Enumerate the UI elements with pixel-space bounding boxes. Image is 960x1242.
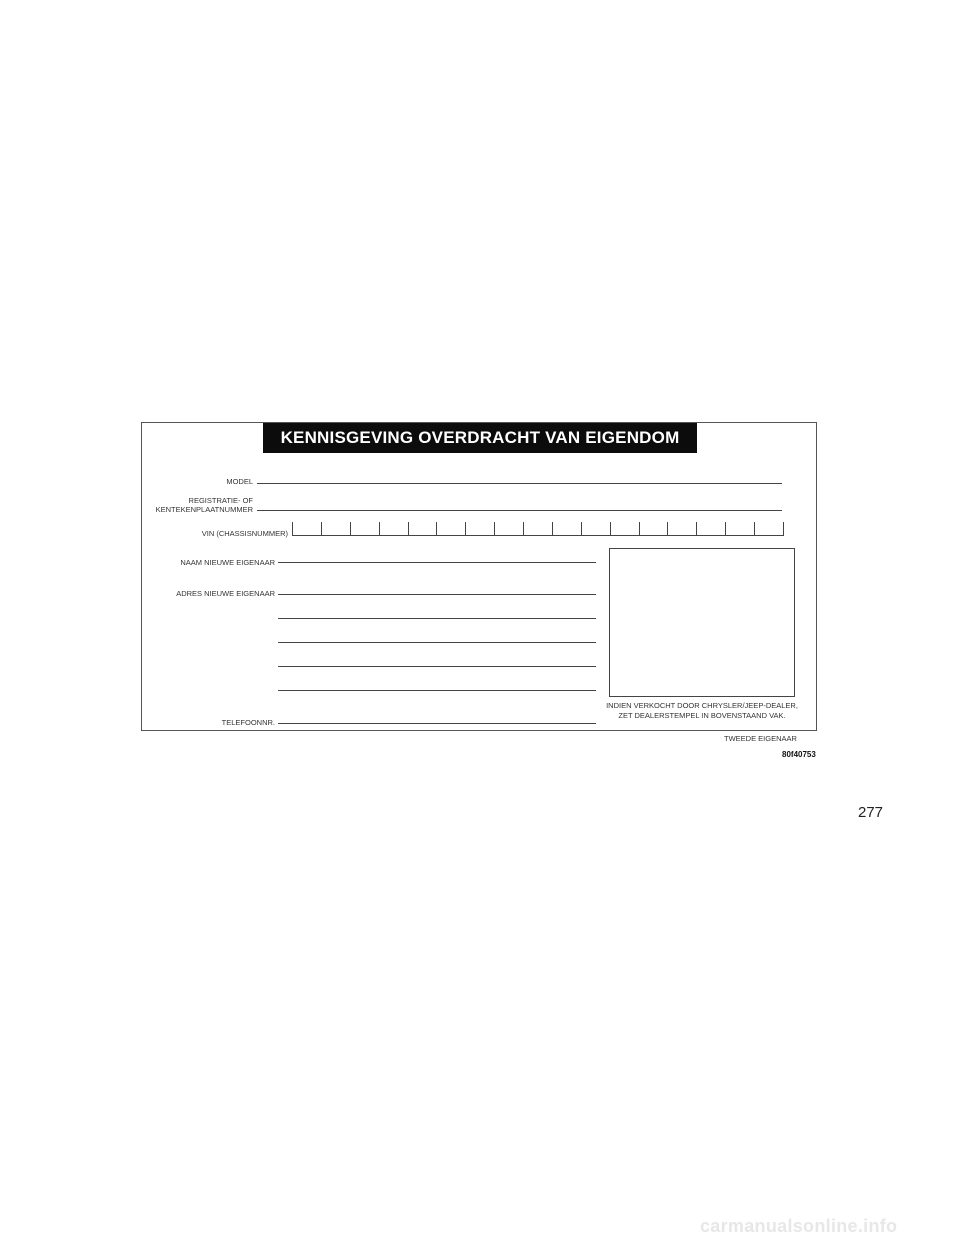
- page-number: 277: [858, 804, 884, 821]
- site-watermark: carmanualsonline.info: [700, 1216, 898, 1236]
- vin-box-divider: [379, 522, 380, 536]
- vin-box-divider: [725, 522, 726, 536]
- vin-label: VIN (CHASSISNUMMER): [201, 529, 288, 538]
- vin-box-divider: [350, 522, 351, 536]
- new-owner-name-label: NAAM NIEUWE EIGENAAR: [180, 558, 275, 567]
- vin-baseline: [292, 535, 784, 536]
- stamp-caption-line1: INDIEN VERKOCHT DOOR CHRYSLER/JEEP-DEALER,: [606, 701, 798, 710]
- new-owner-address-label: ADRES NIEUWE EIGENAAR: [176, 589, 275, 598]
- vin-box-divider: [465, 522, 466, 536]
- registration-field-line[interactable]: [257, 510, 782, 511]
- vin-box-divider: [667, 522, 668, 536]
- figure-id: 80f40753: [782, 750, 816, 759]
- address-field-line-3[interactable]: [278, 642, 596, 643]
- vin-box-divider: [696, 522, 697, 536]
- vin-box-divider: [610, 522, 611, 536]
- vin-box-divider: [494, 522, 495, 536]
- vin-box-divider: [552, 522, 553, 536]
- model-field-line[interactable]: [257, 483, 782, 484]
- vin-box-divider: [754, 522, 755, 536]
- address-field-line-5[interactable]: [278, 690, 596, 691]
- vin-box-divider: [292, 522, 293, 536]
- vin-box-divider: [523, 522, 524, 536]
- registration-label-line2: KENTEKENPLAATNUMMER: [155, 505, 253, 514]
- vin-box-divider: [639, 522, 640, 536]
- vin-box-divider: [783, 522, 784, 536]
- phone-field-line[interactable]: [278, 723, 596, 724]
- address-field-line-1[interactable]: [278, 594, 596, 595]
- registration-label-line1: REGISTRATIE- OF: [188, 496, 253, 505]
- form-title: KENNISGEVING OVERDRACHT VAN EIGENDOM: [263, 423, 697, 453]
- address-field-line-4[interactable]: [278, 666, 596, 667]
- vin-box-divider: [581, 522, 582, 536]
- second-owner-label: TWEEDE EIGENAAR: [724, 734, 797, 743]
- model-label: MODEL: [226, 477, 253, 486]
- address-field-line-2[interactable]: [278, 618, 596, 619]
- dealer-stamp-box[interactable]: [609, 548, 795, 697]
- phone-label: TELEFOONNR.: [221, 718, 275, 727]
- vin-box-divider: [436, 522, 437, 536]
- stamp-caption: [594, 701, 810, 721]
- vin-box-divider: [321, 522, 322, 536]
- vin-boxes[interactable]: [292, 521, 784, 536]
- stamp-caption-line2: ZET DEALERSTEMPEL IN BOVENSTAAND VAK.: [618, 711, 786, 720]
- vin-box-divider: [408, 522, 409, 536]
- new-owner-name-field-line[interactable]: [278, 562, 596, 563]
